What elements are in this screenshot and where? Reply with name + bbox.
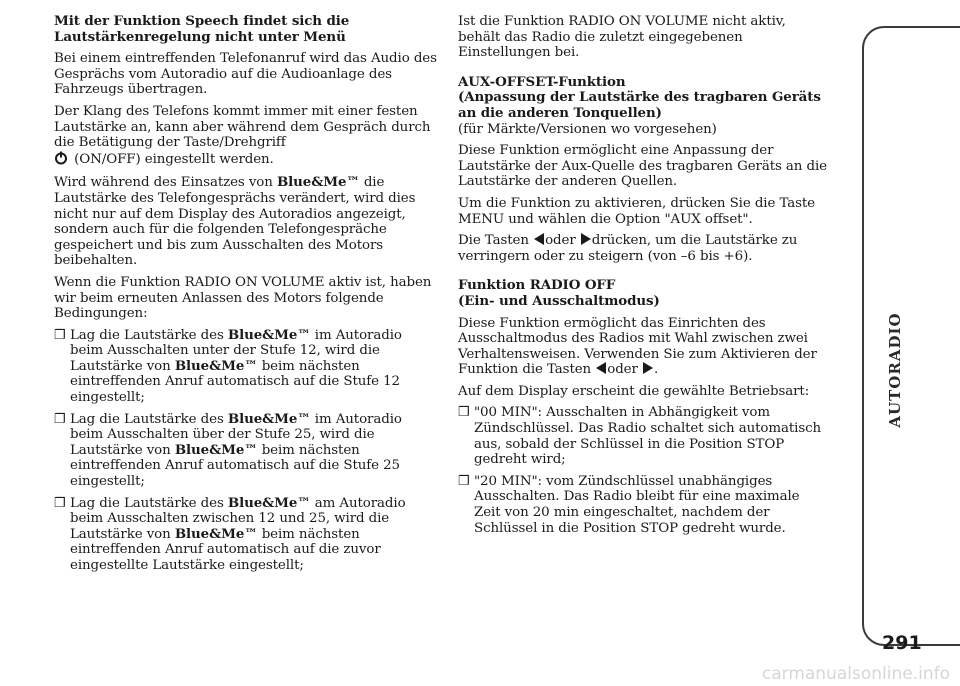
right-arrow-icon (643, 362, 653, 374)
list-item (54, 496, 438, 574)
section-subheading-radio-off: (Ein- und Ausschaltmodus) (458, 292, 660, 309)
brand-term: Blue&Me™ (227, 410, 311, 427)
list-text: im Autoradio beim Ausschalten unter der Stufe 12, wird die Lautstärke von (70, 327, 402, 374)
left-arrow-icon (596, 362, 606, 374)
paragraph-text: . (653, 362, 659, 378)
list-item (54, 328, 438, 406)
paragraph: Auf dem Display erscheint die gewählte Betriebsart: (458, 383, 810, 399)
paragraph: Ist die Funktion RADIO ON VOLUME nicht aktiv, behält das Radio die zuletzt eingegebenen Einstellungen bei. (458, 14, 786, 61)
paragraph: Bei einem eintreffenden Telefonanruf wird das Audio des Gesprächs vom Autoradio auf die Audioanlage des Fahrzeugs übertragen. (54, 51, 437, 98)
checkbox-bullet-icon: ❒ (54, 495, 66, 511)
brand-term: Blue&Me™ (174, 441, 258, 458)
paragraph-text: (ON/OFF) eingestellt werden. (74, 151, 274, 167)
paragraph-text: Diese Funktion ermöglicht das Einrichten des Ausschaltmodus des Radios mit Wahl zwischen zwei Verhaltensweisen. Verwenden Sie zum Aktivieren der Funktion die Tasten (458, 315, 817, 378)
section-heading-aux: AUX-OFFSET-Funktion (458, 73, 626, 90)
paragraph-text: drücken, um die Lautstärke zu verringern oder zu steigern (von –6 bis +6). (458, 233, 798, 264)
list-text: beim nächsten eintreffenden Anruf automatisch auf die Stufe 25 eingestellt; (70, 442, 400, 490)
checkbox-bullet-icon: ❒ (54, 411, 66, 427)
power-knob-icon (54, 151, 68, 170)
section-subheading-aux: (Anpassung der Lautstärke des tragbaren Geräts an die anderen Tonquellen) (458, 89, 821, 121)
checkbox-bullet-icon: ❒ (54, 327, 66, 343)
list-text: Lag die Lautstärke des (70, 495, 224, 511)
watermark: carmanualsonline.info (761, 664, 950, 684)
brand-term: Blue&Me™ (174, 525, 258, 542)
checkbox-bullet-icon: ❒ (458, 405, 470, 421)
section-heading-radio-off: Funktion RADIO OFF (458, 277, 616, 294)
paragraph-text: Wird während des Einsatzes von (54, 175, 273, 191)
list-text: im Autoradio beim Ausschalten über der Stufe 25, wird die Lautstärke von (70, 411, 402, 458)
paragraph-text: oder (545, 233, 576, 249)
list-item (458, 474, 830, 536)
list-text: am Autoradio beim Ausschalten zwischen 12 und 25, wird die Lautstärke von (70, 495, 406, 542)
list-item (54, 412, 438, 490)
list-text: "20 MIN": vom Zündschlüssel unabhängiges Ausschalten. Das Radio bleibt für eine maximale Zeit von 20 min eingeschaltet, nachdem der Schlüssel in die Position STOP gedreht wurde. (474, 473, 800, 536)
right-arrow-icon (581, 233, 591, 245)
left-arrow-icon (534, 233, 544, 245)
paragraph (458, 233, 830, 264)
paragraph-text: die Lautstärke des Telefongesprächs verändert, wird dies nicht nur auf dem Display des Autoradios angezeigt, sondern auch für die folgenden Telefongespräche gespeichert und bis zum Ausschalten des Motors beibehalten. (54, 175, 416, 269)
brand-term: Blue&Me™ (227, 494, 311, 511)
list-text: beim nächsten eintreffenden Anruf automatisch auf die Stufe 12 eingestellt; (70, 358, 400, 406)
paragraph: Diese Funktion ermöglicht eine Anpassung der Lautstärke der Aux-Quelle des tragbaren Geräts an die Lautstärke der anderen Quellen. (458, 143, 827, 190)
list-text: beim nächsten eintreffenden Anruf automatisch auf die zuvor eingestellte Lautstärke eingestellt; (70, 526, 381, 573)
section-heading-speech: Mit der Funktion Speech findet sich die Lautstärkenregelung nicht unter Menü (54, 13, 350, 45)
left-column (54, 14, 438, 580)
paragraph-text: oder (607, 362, 638, 378)
list-text: Lag die Lautstärke des (70, 411, 224, 427)
paragraph (54, 104, 438, 169)
section-tab (862, 26, 960, 646)
list-text: "00 MIN": Ausschalten in Abhängigkeit vom Zündschlüssel. Das Radio schaltet sich automatisch aus, sobald der Schlüssel in die Position STOP gedreht wird; (474, 405, 822, 468)
checkbox-bullet-icon: ❒ (458, 473, 470, 489)
list-item (458, 405, 830, 467)
page-number: 291 (882, 632, 922, 654)
paragraph: Wenn die Funktion RADIO ON VOLUME aktiv ist, haben wir beim erneuten Anlassen des Motors folgende Bedingungen: (54, 274, 432, 322)
paragraph-text: Der Klang des Telefons kommt immer mit einer festen Lautstärke an, kann aber während dem Gespräch durch die Betätigung der Taste/Drehgriff (54, 103, 431, 151)
paragraph-text: Die Tasten (458, 233, 529, 249)
brand-term: Blue&Me™ (174, 357, 258, 374)
paragraph: Um die Funktion zu aktivieren, drücken Sie die Taste MENU und wählen die Option "AUX offset". (458, 195, 816, 227)
paragraph (458, 316, 830, 378)
market-note: (für Märkte/Versionen wo vorgesehen) (458, 121, 717, 137)
brand-term: Blue&Me™ (276, 174, 360, 191)
right-column (458, 14, 830, 542)
section-tab-label: AUTORADIO (886, 312, 904, 428)
list-text: Lag die Lautstärke des (70, 327, 224, 343)
brand-term: Blue&Me™ (227, 326, 311, 343)
paragraph (54, 175, 438, 269)
